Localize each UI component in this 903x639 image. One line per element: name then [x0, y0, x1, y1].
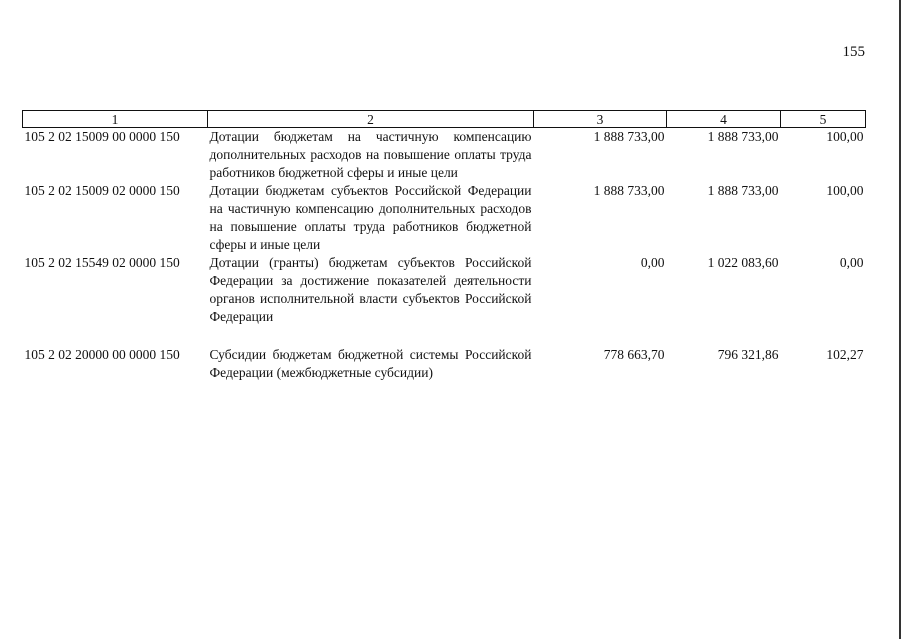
description-cell: Дотации бюджетам субъектов Российской Федерации на частичную компенсацию дополнительных расходов на повышение оплаты труда работников бюджетной сферы и иные цели [209, 183, 532, 252]
percent-cell: 100,00 [826, 129, 864, 144]
column-header-4: 4 [667, 111, 781, 128]
budget-code-cell: 105 2 02 20000 00 0000 150 [24, 347, 180, 362]
table-header-row [23, 111, 866, 128]
amount-col4-cell: 1 888 733,00 [707, 129, 779, 144]
table-row [23, 254, 866, 326]
table-row [23, 128, 866, 183]
description-cell: Дотации (гранты) бюджетам субъектов Российской Федерации за достижение показателей деятельности органов исполнительной власти субъектов Российской Федерации [209, 255, 532, 324]
budget-code-cell: 105 2 02 15009 02 0000 150 [24, 183, 180, 198]
description-cell: Субсидии бюджетам бюджетной системы Российской Федерации (межбюджетные субсидии) [209, 347, 532, 380]
amount-col3-cell: 0,00 [640, 255, 665, 270]
page-number: 155 [842, 44, 865, 60]
amount-col4-cell: 1 022 083,60 [707, 255, 779, 270]
page-edge-line [899, 0, 901, 639]
percent-cell: 100,00 [826, 183, 864, 198]
budget-code-cell: 105 2 02 15549 02 0000 150 [24, 255, 180, 270]
amount-col3-cell: 1 888 733,00 [593, 129, 665, 144]
table-row [23, 182, 866, 254]
amount-col4-cell: 1 888 733,00 [707, 183, 779, 198]
column-header-1: 1 [23, 111, 208, 128]
amount-col3-cell: 778 663,70 [603, 347, 665, 362]
amount-col4-cell: 796 321,86 [717, 347, 779, 362]
amount-col3-cell: 1 888 733,00 [593, 183, 665, 198]
percent-cell: 0,00 [839, 255, 864, 270]
budget-table [22, 110, 866, 382]
table-row [23, 326, 866, 382]
column-header-3: 3 [534, 111, 667, 128]
description-cell: Дотации бюджетам на частичную компенсацию дополнительных расходов на повышение оплаты труда работников бюджетной сферы и иные цели [209, 129, 532, 180]
budget-code-cell: 105 2 02 15009 00 0000 150 [24, 129, 180, 144]
percent-cell: 102,27 [826, 347, 864, 362]
column-header-2: 2 [208, 111, 534, 128]
column-header-5: 5 [781, 111, 866, 128]
